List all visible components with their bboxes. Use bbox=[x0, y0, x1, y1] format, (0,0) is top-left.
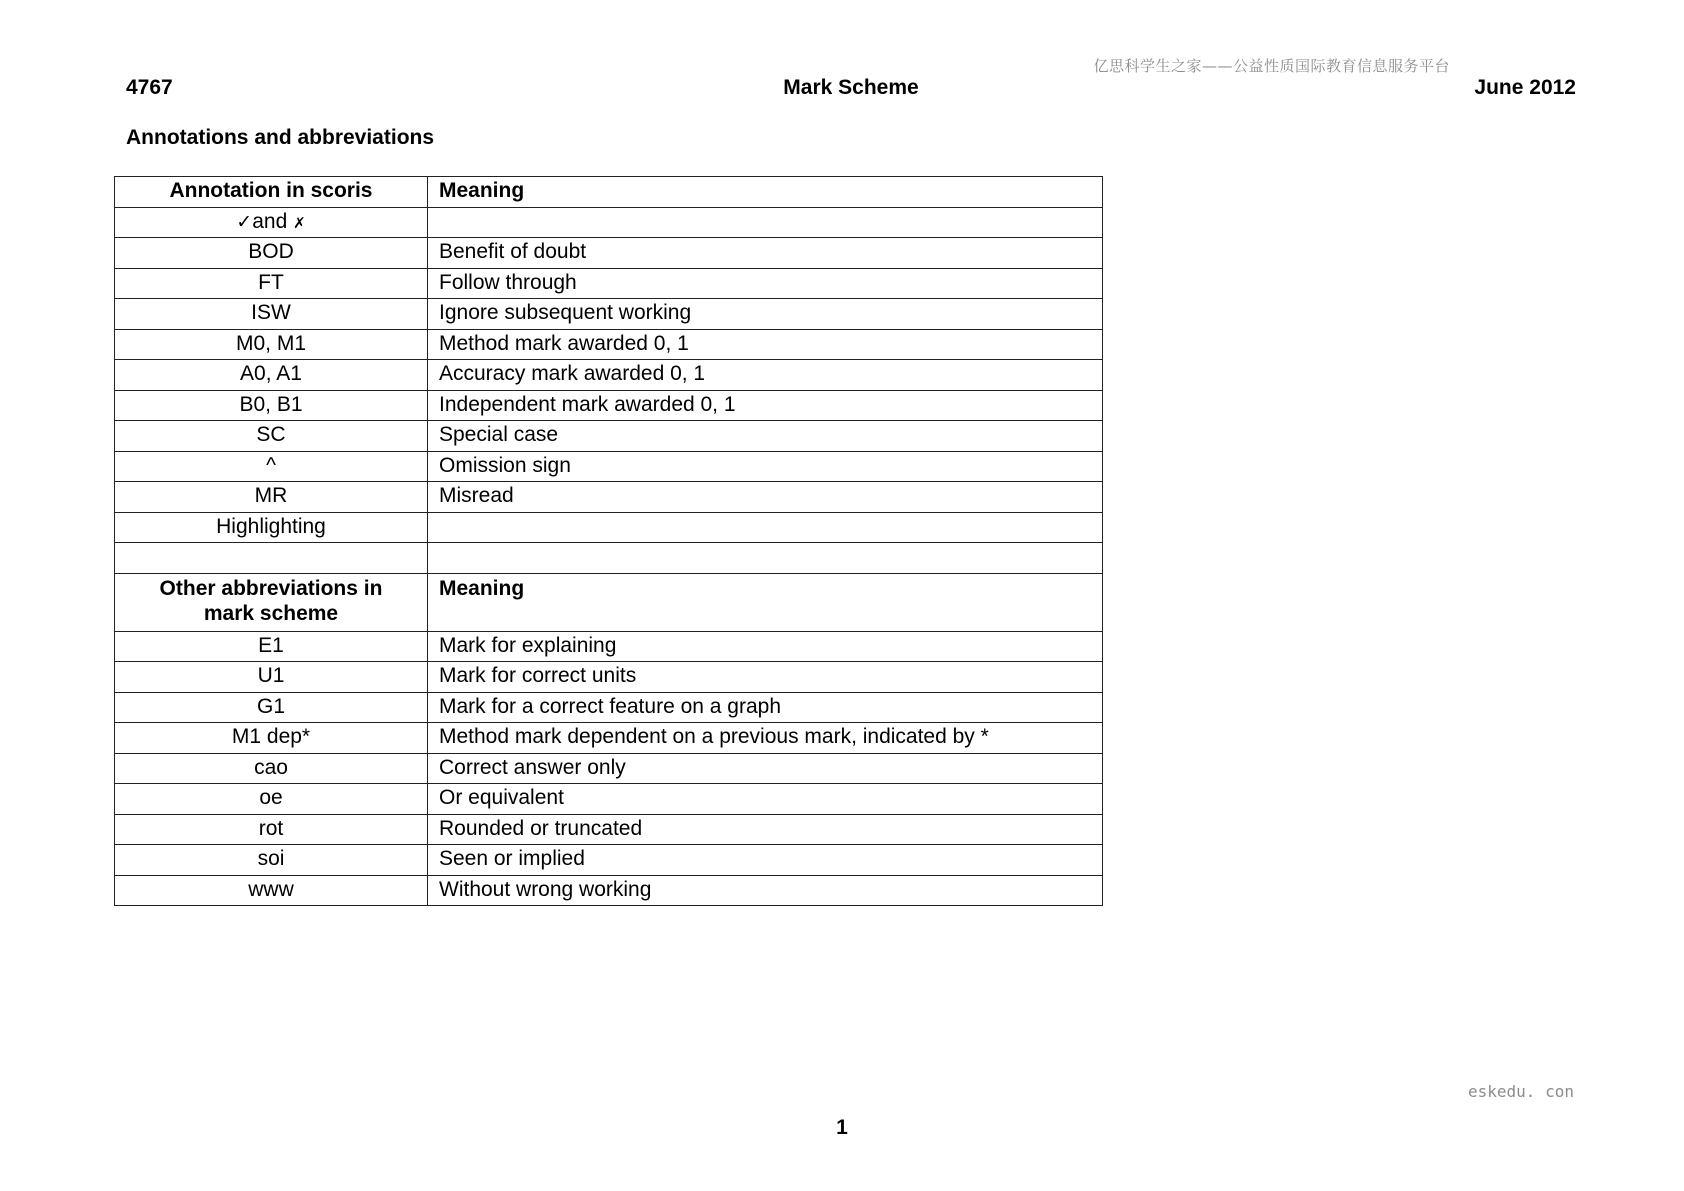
table-row bbox=[115, 482, 1103, 513]
abbr-cell: BOD bbox=[115, 238, 428, 269]
table-row bbox=[115, 329, 1103, 360]
header-cell-other-abbreviations bbox=[115, 573, 428, 631]
abbr-cell: cao bbox=[115, 753, 428, 784]
exam-date: June 2012 bbox=[1474, 76, 1576, 99]
table-row bbox=[115, 421, 1103, 452]
paper-code: 4767 bbox=[126, 76, 173, 99]
watermark-top: 亿思科学生之家——公益性质国际教育信息服务平台 bbox=[1093, 57, 1450, 75]
meaning-cell: Or equivalent bbox=[428, 784, 1103, 815]
abbr-cell: M0, M1 bbox=[115, 329, 428, 360]
abbr-cell: soi bbox=[115, 845, 428, 876]
meaning-cell: Method mark awarded 0, 1 bbox=[428, 329, 1103, 360]
abbr-cell: ISW bbox=[115, 299, 428, 330]
annotations-table bbox=[114, 176, 1103, 906]
abbr-cell: SC bbox=[115, 421, 428, 452]
section-title: Annotations and abbreviations bbox=[126, 126, 435, 149]
table-row bbox=[115, 875, 1103, 906]
meaning-cell: Misread bbox=[428, 482, 1103, 513]
meaning-cell: Benefit of doubt bbox=[428, 238, 1103, 269]
table-row bbox=[115, 238, 1103, 269]
table-subheader-row bbox=[115, 573, 1103, 631]
abbr-cell: www bbox=[115, 875, 428, 906]
header-cell-meaning: Meaning bbox=[428, 177, 1103, 208]
header-line: Other abbreviations in bbox=[159, 576, 383, 600]
meaning-cell: Method mark dependent on a previous mark, indicated by * bbox=[428, 723, 1103, 754]
page-header bbox=[126, 76, 1576, 102]
table-row bbox=[115, 512, 1103, 543]
meaning-cell: Independent mark awarded 0, 1 bbox=[428, 390, 1103, 421]
abbr-cell: M1 dep* bbox=[115, 723, 428, 754]
table-row bbox=[115, 451, 1103, 482]
watermark-bottom: eskedu. con bbox=[1468, 1082, 1574, 1101]
table-row bbox=[115, 631, 1103, 662]
abbr-cell: A0, A1 bbox=[115, 360, 428, 391]
table-row bbox=[115, 753, 1103, 784]
abbr-cell: B0, B1 bbox=[115, 390, 428, 421]
meaning-cell: Without wrong working bbox=[428, 875, 1103, 906]
table-header-row bbox=[115, 177, 1103, 208]
table-row bbox=[115, 692, 1103, 723]
page-title: Mark Scheme bbox=[783, 76, 919, 99]
meaning-cell: Correct answer only bbox=[428, 753, 1103, 784]
cross-icon: ✗ bbox=[293, 213, 306, 232]
abbr-cell: G1 bbox=[115, 692, 428, 723]
page-number: 1 bbox=[836, 1116, 848, 1139]
header-line: mark scheme bbox=[203, 601, 339, 625]
table-row bbox=[115, 814, 1103, 845]
abbr-cell: MR bbox=[115, 482, 428, 513]
abbr-cell: Highlighting bbox=[115, 512, 428, 543]
meaning-cell: Mark for correct units bbox=[428, 662, 1103, 693]
and-text: and bbox=[252, 209, 288, 233]
meaning-cell: Follow through bbox=[428, 268, 1103, 299]
abbr-cell: oe bbox=[115, 784, 428, 815]
meaning-cell bbox=[428, 512, 1103, 543]
abbr-cell: FT bbox=[115, 268, 428, 299]
meaning-cell: Mark for explaining bbox=[428, 631, 1103, 662]
meaning-cell: Omission sign bbox=[428, 451, 1103, 482]
meaning-cell bbox=[428, 207, 1103, 238]
meaning-cell: Accuracy mark awarded 0, 1 bbox=[428, 360, 1103, 391]
empty-cell bbox=[115, 543, 428, 574]
table-row bbox=[115, 845, 1103, 876]
meaning-cell: Ignore subsequent working bbox=[428, 299, 1103, 330]
header-cell-annotation: Annotation in scoris bbox=[115, 177, 428, 208]
table-row bbox=[115, 299, 1103, 330]
header-cell-meaning: Meaning bbox=[428, 573, 1103, 631]
table-row bbox=[115, 268, 1103, 299]
meaning-cell: Seen or implied bbox=[428, 845, 1103, 876]
table-row bbox=[115, 360, 1103, 391]
table-row-empty bbox=[115, 543, 1103, 574]
abbr-cell: ^ bbox=[115, 451, 428, 482]
table-row bbox=[115, 784, 1103, 815]
table-row bbox=[115, 390, 1103, 421]
empty-cell bbox=[428, 543, 1103, 574]
meaning-cell: Special case bbox=[428, 421, 1103, 452]
table-row bbox=[115, 723, 1103, 754]
abbr-cell: U1 bbox=[115, 662, 428, 693]
tick-cross-cell bbox=[115, 207, 428, 238]
abbr-cell: rot bbox=[115, 814, 428, 845]
meaning-cell: Rounded or truncated bbox=[428, 814, 1103, 845]
meaning-cell: Mark for a correct feature on a graph bbox=[428, 692, 1103, 723]
abbr-cell: E1 bbox=[115, 631, 428, 662]
table-row bbox=[115, 662, 1103, 693]
tick-icon: ✓ bbox=[236, 210, 253, 233]
table-row bbox=[115, 207, 1103, 238]
